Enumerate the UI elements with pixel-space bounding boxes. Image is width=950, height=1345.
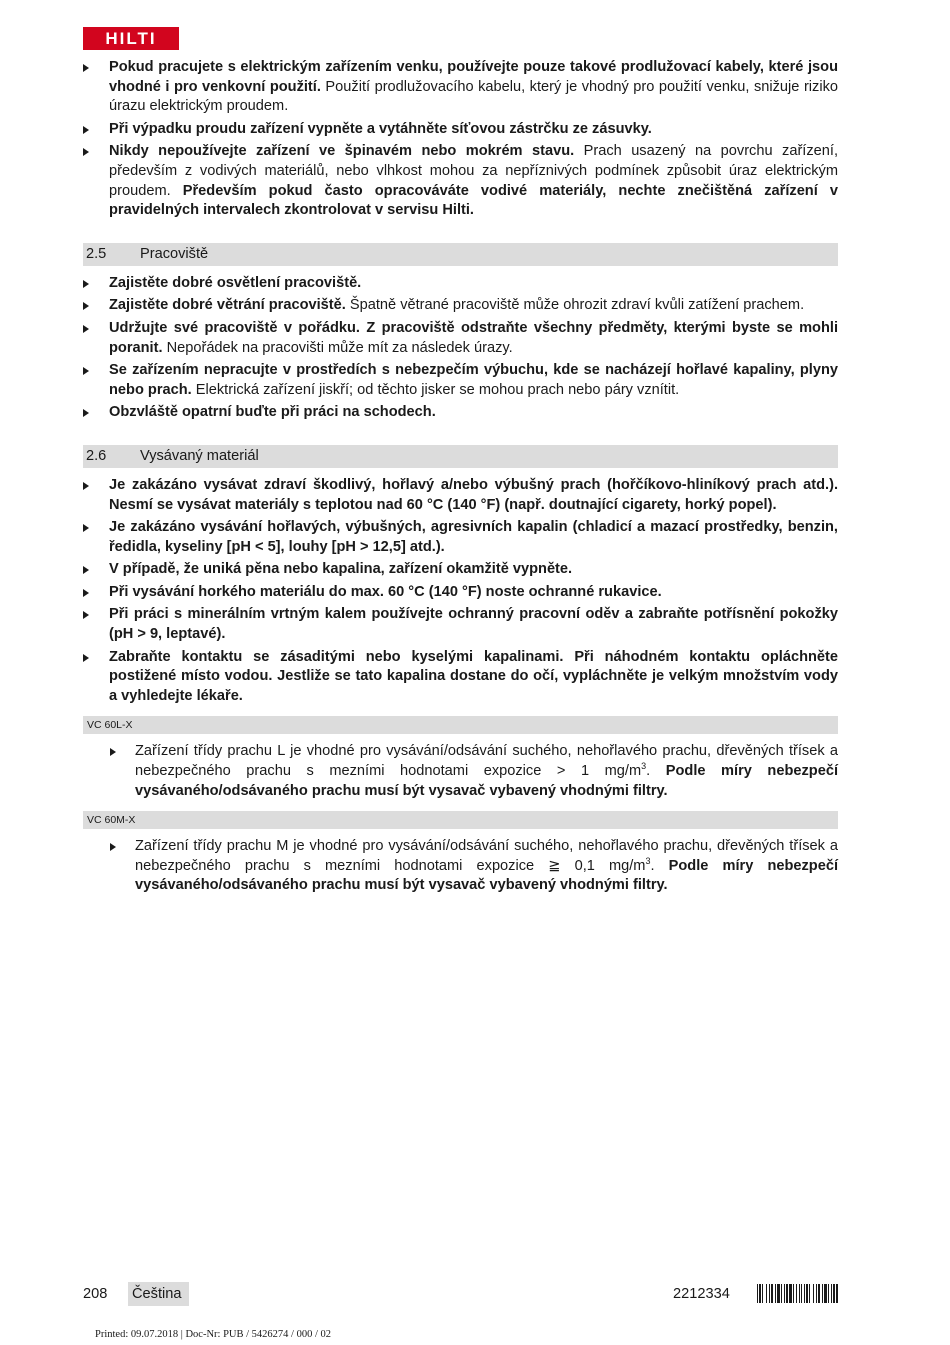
bullet-bold-text: Pokud pracujete s elektrickým zařízením venku, používejte pouze takové prodlužovací kabely, které jsou vhodné i pro venkovní použití. [109, 59, 838, 95]
superscript: 3 [645, 855, 651, 866]
bullet-text: Prach usazený na povrchu zařízení, především z vodivých materiálů, nebo vlhkost mohou za nepříznivých podmínek způsobit úraz elektrickým proudem. [109, 143, 839, 199]
bullet-arrow-icon [83, 64, 89, 72]
section-title: Pracoviště [140, 245, 209, 262]
list-item [83, 583, 838, 603]
section-title: Vysávaný materiál [140, 447, 259, 464]
list-item [83, 319, 838, 358]
bullet-arrow-icon [83, 654, 89, 662]
bullet-text: Zařízení třídy prachu M je vhodné pro vysávání/odsávání suchého, nehořlavého prachu, dřevěných třísek a nebezpečného prachu s mezními hodnotami expozice ≧ 0,1 mg/m [135, 838, 838, 874]
bullet-bold-text: Nikdy nepoužívejte zařízení ve špinavém nebo mokrém stavu. [109, 143, 575, 160]
section-heading-2-5 [83, 243, 838, 266]
print-info: Printed: 09.07.2018 | Doc-Nr: PUB / 5426274 / 000 / 02 [95, 1329, 332, 1340]
list-item [83, 58, 838, 117]
bullet-bold-text: Při vysávání horkého materiálu do max. 60 °C (140 °F) noste ochranné rukavice. [109, 583, 662, 600]
page-content [83, 58, 838, 899]
hilti-logo [83, 27, 179, 50]
bullet-bold-text: Obzvláště opatrní buďte při práci na schodech. [109, 404, 436, 421]
bullet-text: . [646, 763, 666, 780]
section-heading-2-6 [83, 445, 838, 468]
bullet-arrow-icon [83, 367, 89, 375]
list-item [83, 648, 838, 707]
bullet-arrow-icon [110, 748, 116, 756]
list-item [83, 296, 838, 316]
list-item [83, 476, 838, 515]
bullet-text: Použití prodlužovacího kabelu, který je vhodný pro použití venku, snižuje riziko úrazu elektrickým proudem. [109, 78, 838, 115]
bullet-text: Elektrická zařízení jiskří; od těchto jisker se mohou prach nebo páry vznítit. [191, 381, 680, 398]
section-number: 2.6 [86, 447, 107, 464]
bullet-bold-text: Zajistěte dobré větrání pracoviště. [109, 297, 346, 314]
bullet-arrow-icon [83, 126, 89, 134]
bullet-arrow-icon [83, 280, 89, 288]
list-item [83, 518, 838, 557]
page-footer [83, 1282, 838, 1306]
list-item [83, 361, 838, 400]
bullet-bold-text: V případě, že uniká pěna nebo kapalina, zařízení okamžitě vypněte. [109, 561, 573, 578]
list-item [83, 403, 838, 423]
list-item [83, 837, 838, 896]
list-item [83, 605, 838, 644]
superscript: 3 [641, 761, 647, 772]
bullet-bold-text: Se zařízením nepracujte v prostředích s nebezpečím výbuchu, kde se nacházejí hořlavé kapaliny, plyny nebo prach. [109, 362, 838, 398]
bullet-text: Špatně větrané pracoviště může ohrozit zdraví kvůli zatížení prachem. [345, 297, 805, 314]
bullet-arrow-icon [83, 482, 89, 490]
bullet-bold-text: Zajistěte dobré osvětlení pracoviště. [109, 274, 362, 291]
list-item [83, 742, 838, 801]
bullet-text: Nepořádek na pracovišti může mít za následek úrazy. [162, 339, 513, 356]
barcode-icon [757, 1284, 838, 1303]
bullet-bold-text: Je zakázáno vysávání hořlavých, výbušných, agresivních kapalin (chladicí a mazací prostředky, benzin, ředidla, kyseliny [pH < 5], louhy [pH > 12,5] atd.). [109, 519, 838, 555]
bullet-bold-text: Především pokud často opracováváte vodivé materiály, nechte znečištěná zařízení v pravidelných intervalech zkontrolovat v servisu Hilti. [109, 182, 838, 219]
bullet-arrow-icon [83, 524, 89, 532]
bullet-bold-text: Při práci s minerálním vrtným kalem používejte ochranný pracovní oděv a zabraňte potřísnění pokožky (pH > 9, leptavé). [109, 606, 838, 643]
bullet-bold-text: Je zakázáno vysávat zdraví škodlivý, hořlavý a/nebo výbušný prach (hořčíkovo-hliníkový prach atd.). Nesmí se vysávat materiály s teplotou nad 60 °C (140 °F) (např. doutnající cigarety, horký popel). [109, 476, 838, 513]
bullet-arrow-icon [83, 302, 89, 310]
doc-number: 2212334 [673, 1286, 730, 1302]
bullet-arrow-icon [83, 611, 89, 619]
bullet-bold-text: Zabraňte kontaktu se zásaditými nebo kyselými kapalinami. Při náhodném kontaktu opláchněte postižené místo vodou. Jestliže se tato kapalina dostane do očí, vypláchněte je velkým množstvím vody a vyhledejte lékaře. [109, 648, 838, 704]
bullet-text: . [650, 857, 669, 874]
bullet-arrow-icon [110, 843, 116, 851]
list-item [83, 142, 838, 220]
logo-text: HILTI [105, 28, 157, 48]
page-number: 208 [83, 1286, 108, 1302]
model-label-bar: VC 60M-X [83, 811, 838, 829]
list-item [83, 120, 838, 140]
bullet-bold-text: Podle míry nebezpečí vysávaného/odsávaného prachu musí být vysavač vybavený vhodnými filtry. [135, 763, 838, 799]
bullet-arrow-icon [83, 148, 89, 156]
model-label-bar: VC 60L-X [83, 716, 838, 734]
bullet-arrow-icon [83, 409, 89, 417]
list-item [83, 274, 838, 294]
bullet-bold-text: Udržujte své pracoviště v pořádku. Z pracoviště odstraňte všechny předměty, kterými byste se mohli poranit. [109, 319, 838, 356]
section-number: 2.5 [86, 245, 107, 262]
bullet-text: Zařízení třídy prachu L je vhodné pro vysávání/odsávání suchého, nehořlavého prachu, dřevěných třísek a nebezpečného prachu s mezními hodnotami expozice > 1 mg/m [135, 743, 838, 780]
language-label: Čeština [128, 1282, 189, 1306]
bullet-arrow-icon [83, 566, 89, 574]
bullet-bold-text: Při výpadku proudu zařízení vypněte a vytáhněte síťovou zástrčku ze zásuvky. [109, 120, 652, 137]
bullet-arrow-icon [83, 589, 89, 597]
bullet-bold-text: Podle míry nebezpečí vysávaného/odsávaného prachu musí být vysavač vybavený vhodnými filtry. [135, 857, 838, 894]
list-item [83, 560, 838, 580]
bullet-arrow-icon [83, 325, 89, 333]
